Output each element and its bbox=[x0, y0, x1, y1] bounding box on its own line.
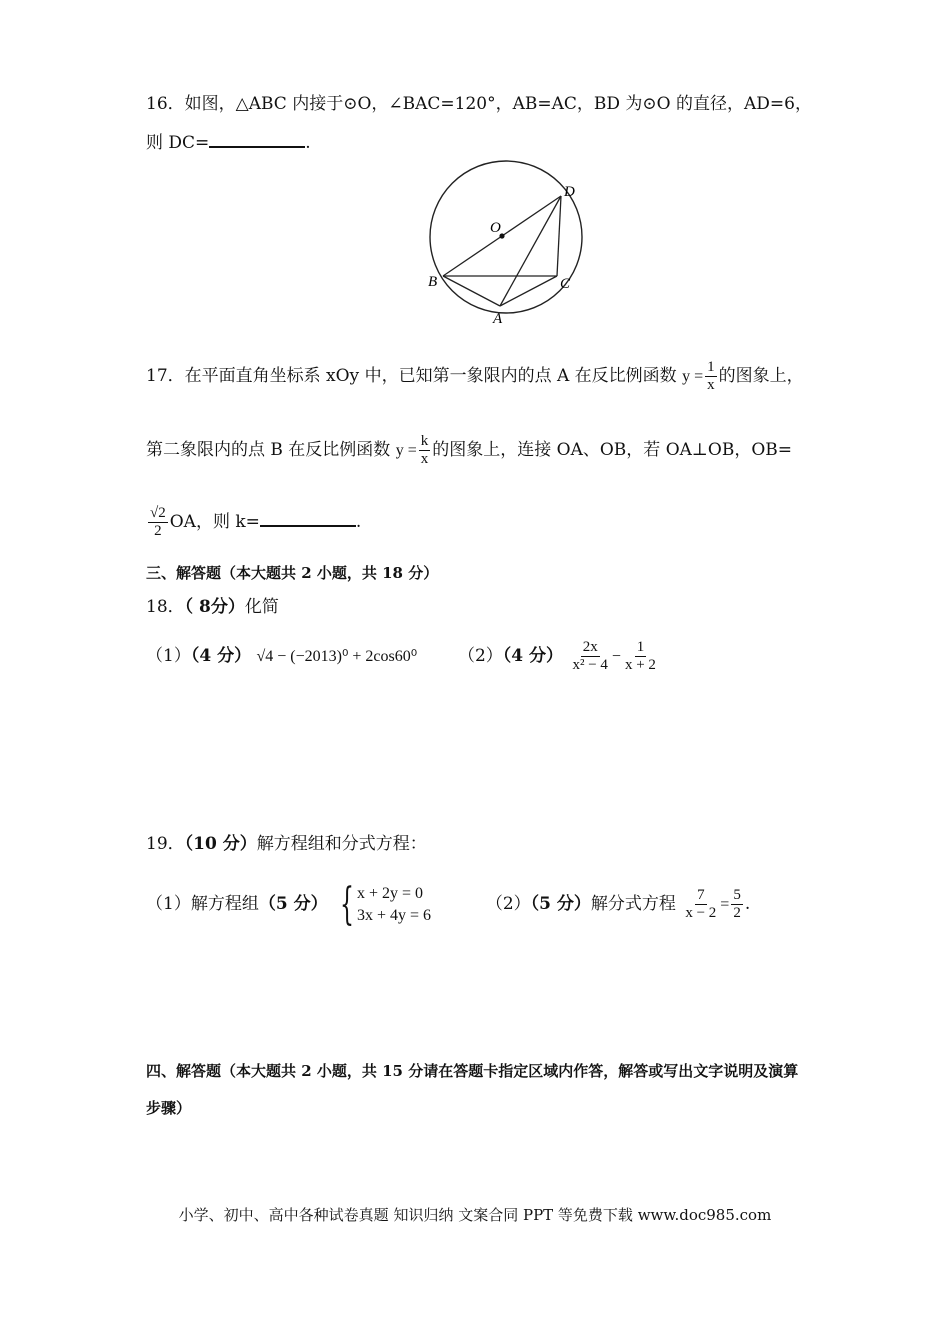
q18-p2-op: − bbox=[611, 648, 621, 665]
brace-icon: { bbox=[339, 878, 354, 930]
q18-score: （ 8分） bbox=[184, 597, 245, 617]
q19-number: 19． bbox=[146, 834, 185, 854]
q16-line2 bbox=[146, 129, 311, 155]
q18-p2-den2: x + 2 bbox=[624, 657, 656, 673]
section4-heading-line2 bbox=[146, 1096, 191, 1120]
section4-text-2: 步骤） bbox=[146, 1099, 192, 1117]
q18-p1-score: （4 分） bbox=[190, 646, 252, 666]
q19-fraction-1 bbox=[683, 887, 718, 922]
q19-p1-score: （5 分） bbox=[258, 894, 328, 914]
section3-title: 三、解答题（本大题共 2 小题，共 18 分） bbox=[146, 564, 439, 582]
section4-text-1: 四、解答题（本大题共 2 小题，共 15 分请在答题卡指定区域内作答，解答或写出文字说明及演算 bbox=[146, 1062, 799, 1080]
q18-p2-num2: 1 bbox=[636, 639, 645, 655]
q19-equation-system bbox=[333, 878, 432, 930]
q17-period: . bbox=[355, 512, 362, 532]
q17-line3 bbox=[146, 502, 361, 542]
q18-heading bbox=[146, 595, 279, 619]
segment-dc bbox=[557, 196, 561, 276]
q19-score: （10 分） bbox=[184, 834, 257, 854]
label-b: B bbox=[428, 274, 438, 290]
q18-parts bbox=[146, 636, 660, 677]
q17-f3-fraction bbox=[148, 505, 168, 540]
q18-number: 18． bbox=[146, 597, 185, 617]
q16-answer-blank bbox=[209, 129, 305, 148]
label-a: A bbox=[493, 311, 503, 327]
q19-f-num2: 5 bbox=[733, 887, 741, 903]
q18-p1-label: （1） bbox=[146, 646, 191, 666]
q19-p1-label: （1）解方程组 bbox=[146, 894, 259, 914]
q17-text-3: OA，则 k= bbox=[169, 512, 260, 532]
q16-line1 bbox=[146, 92, 812, 116]
q19-f-end: . bbox=[744, 894, 751, 914]
q18-p2-fraction-2 bbox=[623, 639, 658, 674]
q19-eq2: 3x + 4y = 6 bbox=[356, 906, 432, 924]
label-o: O bbox=[490, 220, 501, 236]
q18-title: 化简 bbox=[244, 597, 279, 617]
q19-f-num1: 7 bbox=[697, 887, 705, 903]
q19-heading bbox=[146, 832, 427, 856]
q18-p2-fraction-1 bbox=[570, 639, 609, 674]
q17-text-2: 第二象限内的点 B 在反比例函数 bbox=[146, 440, 391, 460]
label-c: C bbox=[560, 276, 571, 292]
label-d: D bbox=[564, 184, 575, 200]
q17-f1-den: x bbox=[707, 377, 715, 393]
q19-fraction-2 bbox=[731, 887, 743, 922]
q19-p2-score: （5 分） bbox=[530, 894, 591, 914]
q17-f1-num: 1 bbox=[707, 359, 715, 375]
section3-heading bbox=[146, 561, 438, 585]
q17-text-1b: 的图象上， bbox=[718, 366, 804, 386]
q17-f2-lhs: y = bbox=[395, 442, 417, 459]
q18-p2-label: （2） bbox=[457, 646, 503, 666]
q17-answer-blank bbox=[260, 508, 356, 527]
q19-eq1: x + 2y = 0 bbox=[356, 884, 424, 902]
q16-text-1: 16．如图，△ABC 内接于⊙O，∠BAC=120°，AB=AC，BD 为⊙O 的直径，AD=6， bbox=[146, 94, 812, 114]
q16-period: . bbox=[305, 133, 311, 153]
q16-circle-figure bbox=[420, 158, 590, 328]
q19-p2-text: 解分式方程 bbox=[590, 894, 676, 914]
q17-f3-den: 2 bbox=[154, 523, 162, 539]
q17-text-1: 17．在平面直角坐标系 xOy 中，已知第一象限内的点 A 在反比例函数 bbox=[146, 366, 677, 386]
q16-text-2: 则 DC= bbox=[146, 133, 210, 153]
q17-f1-fraction bbox=[705, 359, 717, 394]
q17-f2-num: k bbox=[420, 433, 429, 449]
q19-title: 解方程组和分式方程： bbox=[256, 834, 427, 854]
q18-p2-score: （4 分） bbox=[502, 646, 564, 666]
q17-f3-num: √2 bbox=[150, 505, 166, 521]
q19-f-eq: = bbox=[720, 896, 730, 913]
q18-p2-den1: x² − 4 bbox=[572, 657, 608, 673]
q19-p2-label: （2） bbox=[485, 894, 531, 914]
q17-text-2b: 的图象上，连接 OA、OB，若 OA⊥OB，OB= bbox=[432, 440, 793, 460]
section4-heading-line1 bbox=[146, 1059, 798, 1083]
q17-f1-lhs: y = bbox=[682, 368, 704, 385]
q17-line1 bbox=[146, 356, 804, 397]
q17-f2-fraction bbox=[419, 433, 431, 468]
q19-parts bbox=[146, 878, 750, 931]
footer-text: 小学、初中、高中各种试卷真题 知识归纳 文案合同 PPT 等免费下载 www.doc985.com bbox=[178, 1206, 772, 1224]
q18-p1-expr: √4 − (−2013)⁰ + 2cos60⁰ bbox=[256, 648, 418, 665]
q18-p2-num1: 2x bbox=[582, 639, 598, 655]
q19-f-den1: x − 2 bbox=[685, 905, 717, 921]
page-footer bbox=[0, 1204, 950, 1225]
q17-f2-den: x bbox=[420, 451, 429, 467]
q17-line2 bbox=[146, 430, 792, 471]
q19-f-den2: 2 bbox=[733, 905, 741, 921]
